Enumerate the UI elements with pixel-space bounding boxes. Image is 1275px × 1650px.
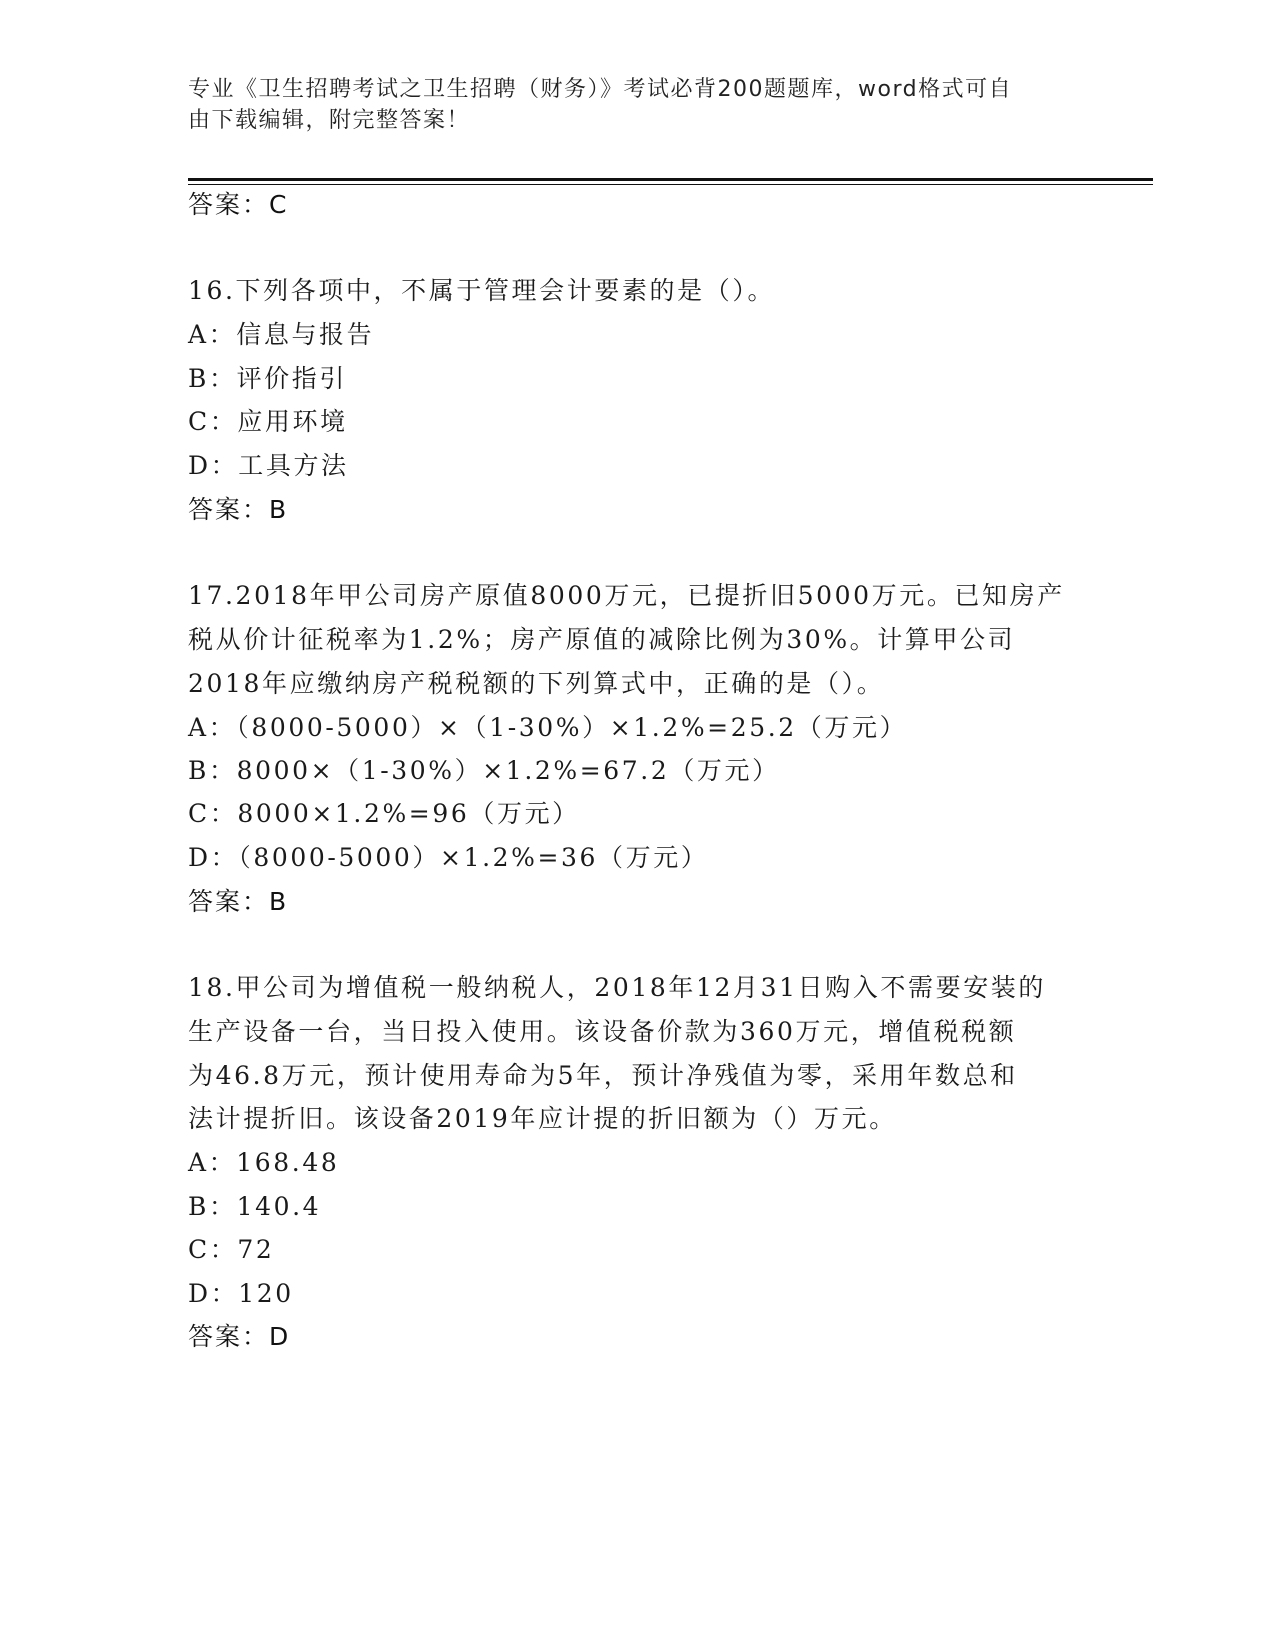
previous-answer: 答案：C [188,190,289,219]
question-18-option-a: A：168.48 [188,1148,340,1177]
question-17-stem-line-1: 17.2018年甲公司房产原值8000万元，已提折旧5000万元。已知房产 [188,581,1065,610]
question-16-option-a: A：信息与报告 [188,320,375,349]
question-18-option-d: D：120 [188,1279,294,1308]
question-17-option-b: B：8000×（1-30%）×1.2%=67.2（万元） [188,756,780,785]
question-17-answer: 答案：B [188,887,289,916]
header-divider-thick [188,178,1153,181]
header-divider-thin [188,184,1153,185]
question-18-stem-line-2: 生产设备一台，当日投入使用。该设备价款为360万元，增值税税额 [188,1017,1017,1046]
header-line-2: 由下载编辑，附完整答案！ [188,108,471,133]
question-17-option-a: A：（8000-5000）×（1-30%）×1.2%=25.2（万元） [188,713,908,742]
question-16-option-c: C：应用环境 [188,407,348,436]
question-16-answer: 答案：B [188,495,289,524]
question-16-option-b: B：评价指引 [188,364,347,393]
question-18-answer: 答案：D [188,1322,291,1351]
question-18-stem-line-1: 18.甲公司为增值税一般纳税人，2018年12月31日购入不需要安装的 [188,973,1047,1002]
question-18-option-c: C：72 [188,1235,275,1264]
question-17-option-d: D：（8000-5000）×1.2%=36（万元） [188,843,709,872]
question-18-stem-line-4: 法计提折旧。该设备2019年应计提的折旧额为（）万元。 [188,1104,897,1133]
header-line-1: 专业《卫生招聘考试之卫生招聘（财务）》考试必背200题题库，word格式可自 [188,77,1013,102]
question-16-option-d: D：工具方法 [188,451,349,480]
question-18-option-b: B：140.4 [188,1192,322,1221]
question-16-stem: 16.下列各项中，不属于管理会计要素的是（）。 [188,276,776,305]
question-18-stem-line-3: 为46.8万元，预计使用寿命为5年，预计净残值为零，采用年数总和 [188,1061,1018,1090]
question-17-stem-line-2: 税从价计征税率为1.2%；房产原值的减除比例为30%。计算甲公司 [188,625,1016,654]
question-17-option-c: C：8000×1.2%=96（万元） [188,799,580,828]
question-17-stem-line-3: 2018年应缴纳房产税税额的下列算式中，正确的是（）。 [188,669,885,698]
document-header [188,74,1068,136]
